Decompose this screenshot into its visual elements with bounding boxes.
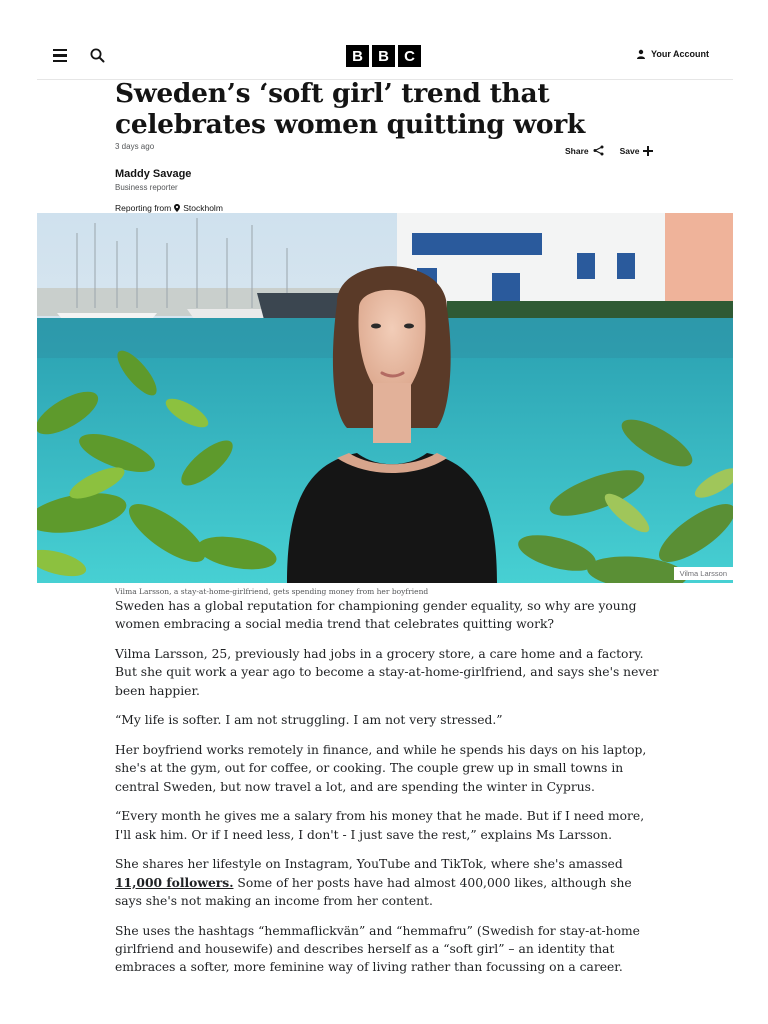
paragraph-1: Sweden has a global reputation for championing gender equality, so why are young women embracing a social media trend that celebrates quitting work? bbox=[115, 599, 637, 632]
followers-link[interactable]: 11,000 followers. bbox=[115, 874, 234, 890]
save-button[interactable] bbox=[620, 145, 654, 156]
account-button[interactable] bbox=[636, 49, 709, 59]
paragraph-6-start: She shares her lifestyle on Instagram, YouTube and TikTok, where she's amassed bbox=[115, 857, 623, 872]
logo-letter-2: B bbox=[372, 45, 395, 67]
logo-letter-1: B bbox=[346, 45, 369, 67]
logo-letter-3: C bbox=[398, 45, 421, 67]
article-headline: Sweden’s ‘soft girl’ trend that celebrates women quitting work bbox=[115, 78, 585, 140]
article-hero-image bbox=[37, 213, 733, 583]
share-icon bbox=[593, 145, 604, 156]
share-button[interactable] bbox=[565, 145, 604, 156]
plus-icon bbox=[643, 146, 653, 156]
paragraph-3: “My life is softer. I am not struggling. I am not very stressed.” bbox=[115, 713, 503, 728]
share-label: Share bbox=[565, 145, 589, 156]
article-actions bbox=[565, 145, 653, 156]
paragraph-5: “Every month he gives me a salary from his money that he made. But if I need more, I'll ask him. Or if I need less, I don't - I just save the rest,” explains Ms Larsson. bbox=[115, 809, 645, 842]
save-label: Save bbox=[619, 145, 640, 156]
site-header bbox=[37, 34, 733, 80]
article-timestamp: 3 days ago bbox=[115, 142, 155, 151]
woman-marina-photo bbox=[37, 213, 733, 583]
reporting-prefix: Reporting from bbox=[115, 203, 172, 213]
author-role: Business reporter bbox=[115, 183, 178, 192]
article-body bbox=[115, 597, 660, 988]
paragraph-6 bbox=[115, 855, 660, 910]
paragraph-7: She uses the hashtags “hemmaflickvän” and “hemmafru” (Swedish for stay-at-home girlfriend and housewife) and describes herself as a “soft girl” – an identity that embraces a softer, more feminine way of living rather than focussing on a career. bbox=[115, 923, 640, 975]
account-label: Your Account bbox=[651, 49, 709, 59]
location-pin-icon bbox=[174, 204, 180, 212]
bbc-logo[interactable] bbox=[346, 45, 421, 67]
user-icon bbox=[636, 49, 646, 59]
reporting-location bbox=[115, 203, 223, 213]
search-icon[interactable] bbox=[89, 47, 107, 65]
paragraph-6-end: Some of her posts have had almost 400,000 likes, although she says she's not making an income from her content. bbox=[115, 875, 632, 908]
paragraph-2: Vilma Larsson, 25, previously had jobs in a grocery store, a care home and a factory. But she quit work a year ago to become a stay-at-home-girlfriend, and says she's never been happier. bbox=[115, 646, 659, 698]
author-name[interactable]: Maddy Savage bbox=[115, 168, 192, 180]
image-credit: Vilma Larsson bbox=[674, 567, 733, 580]
image-caption: Vilma Larsson, a stay-at-home-girlfriend, gets spending money from her boyfriend bbox=[115, 587, 429, 596]
hamburger-menu-icon[interactable] bbox=[53, 49, 69, 63]
paragraph-4: Her boyfriend works remotely in finance, and while he spends his days on his laptop, she's at the gym, out for coffee, or cooking. The couple grew up in small towns in central Sweden, but now travel a lot, and are spending the winter in Cyprus. bbox=[115, 742, 647, 794]
reporting-city: Stockholm bbox=[183, 203, 223, 213]
